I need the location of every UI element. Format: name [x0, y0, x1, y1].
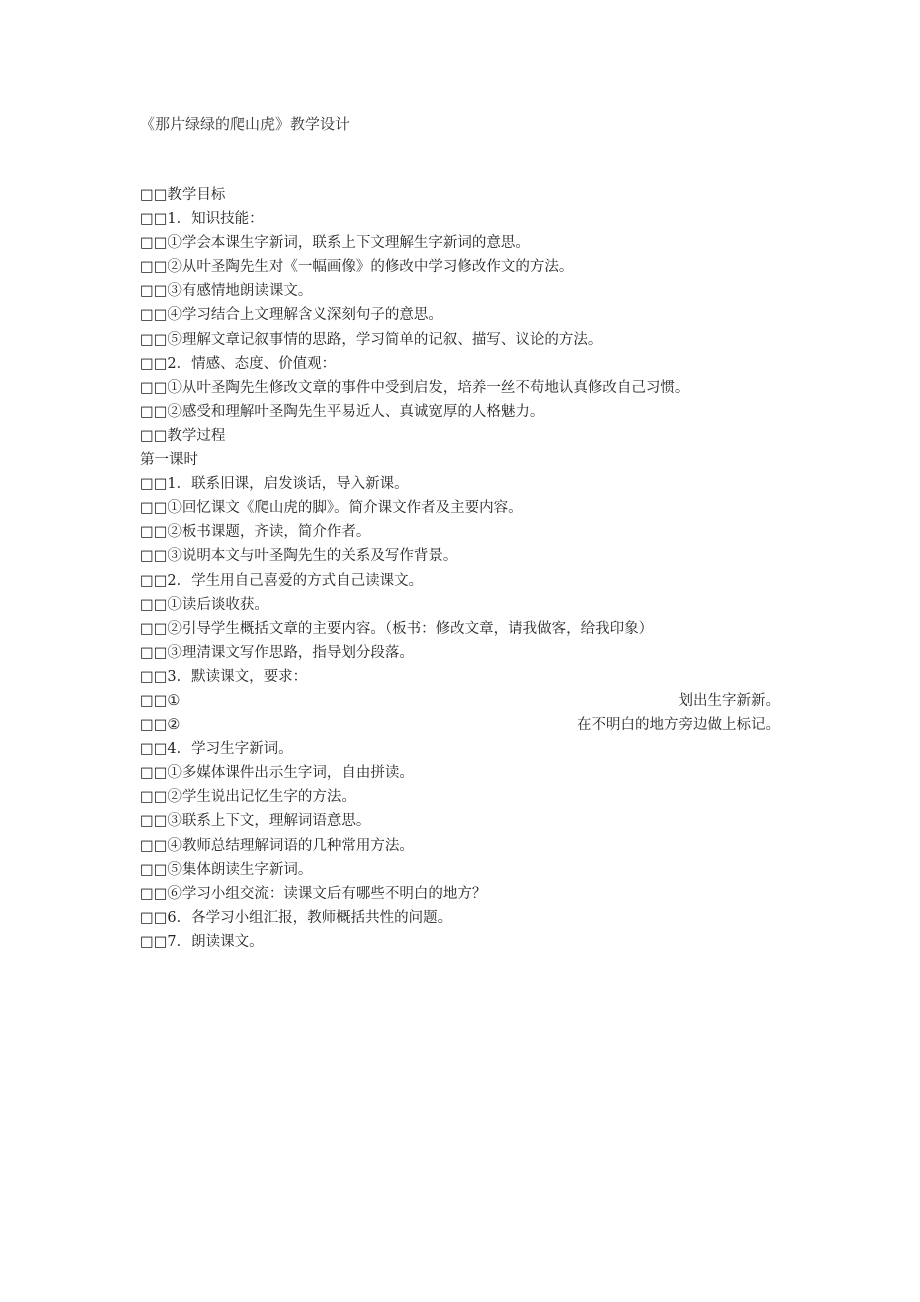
split-line-text: 划出生字新新。 [678, 692, 780, 709]
text-line: □□1．知识技能： [140, 211, 264, 228]
text-line: □□①回忆课文《爬山虎的脚》。简介课文作者及主要内容。 [140, 500, 523, 517]
text-line: □□③理清课文写作思路，指导划分段落。 [140, 644, 414, 661]
split-line [140, 713, 780, 737]
document-title: 《那片绿绿的爬山虎》教学设计 [140, 115, 351, 133]
section-heading: □□教学过程 [140, 427, 226, 444]
split-line-marker: □□① [140, 692, 181, 709]
text-line: □□②学生说出记忆生字的方法。 [140, 789, 356, 806]
text-line: □□②从叶圣陶先生对《一幅画像》的修改中学习修改作文的方法。 [140, 259, 574, 276]
text-line: □□4．学习生字新词。 [140, 741, 293, 758]
text-line: □□2．学生用自己喜爱的方式自己读课文。 [140, 572, 424, 589]
text-line: □□①多媒体课件出示生字词，自由拼读。 [140, 765, 414, 782]
text-line: □□③说明本文与叶圣陶先生的关系及写作背景。 [140, 548, 458, 565]
text-line: □□③联系上下文，理解词语意思。 [140, 813, 371, 830]
document-body [140, 183, 780, 954]
text-line: □□2．情感、态度、价值观： [140, 355, 337, 372]
split-line-marker: □□② [140, 717, 181, 734]
split-line-text: 在不明白的地方旁边做上标记。 [577, 717, 780, 734]
text-line: □□②板书课题，齐读，简介作者。 [140, 524, 371, 541]
text-line: □□④学习结合上文理解含义深刻句子的意思。 [140, 307, 443, 324]
text-line: □□④教师总结理解词语的几种常用方法。 [140, 837, 414, 854]
text-line: □□①读后谈收获。 [140, 596, 269, 613]
text-line: □□1．联系旧课，启发谈话，导入新课。 [140, 476, 409, 493]
text-line: □□⑤集体朗读生字新词。 [140, 861, 313, 878]
text-line: □□③有感情地朗读课文。 [140, 283, 313, 300]
text-line: □□②感受和理解叶圣陶先生平易近人、真诚宽厚的人格魅力。 [140, 403, 545, 420]
text-line: □□①从叶圣陶先生修改文章的事件中受到启发，培养一丝不苟地认真修改自己习惯。 [140, 379, 690, 396]
text-line: □□教学目标 [140, 187, 226, 203]
text-line: □□3．默读课文，要求： [140, 668, 308, 685]
text-line: □□⑤理解文章记叙事情的思路，学习简单的记叙、描写、议论的方法。 [140, 331, 603, 348]
text-line: □□⑥学习小组交流：读课文后有哪些不明白的地方？ [140, 885, 487, 902]
text-line: □□①学会本课生字新词，联系上下文理解生字新词的意思。 [140, 235, 530, 252]
lesson-heading: 第一课时 [140, 452, 198, 469]
split-line [140, 689, 780, 713]
text-line: □□7．朗读课文。 [140, 933, 264, 950]
text-line: □□②引导学生概括文章的主要内容。（板书：修改文章，请我做客，给我印象） [140, 620, 654, 637]
text-line: □□6．各学习小组汇报，教师概括共性的问题。 [140, 909, 453, 926]
